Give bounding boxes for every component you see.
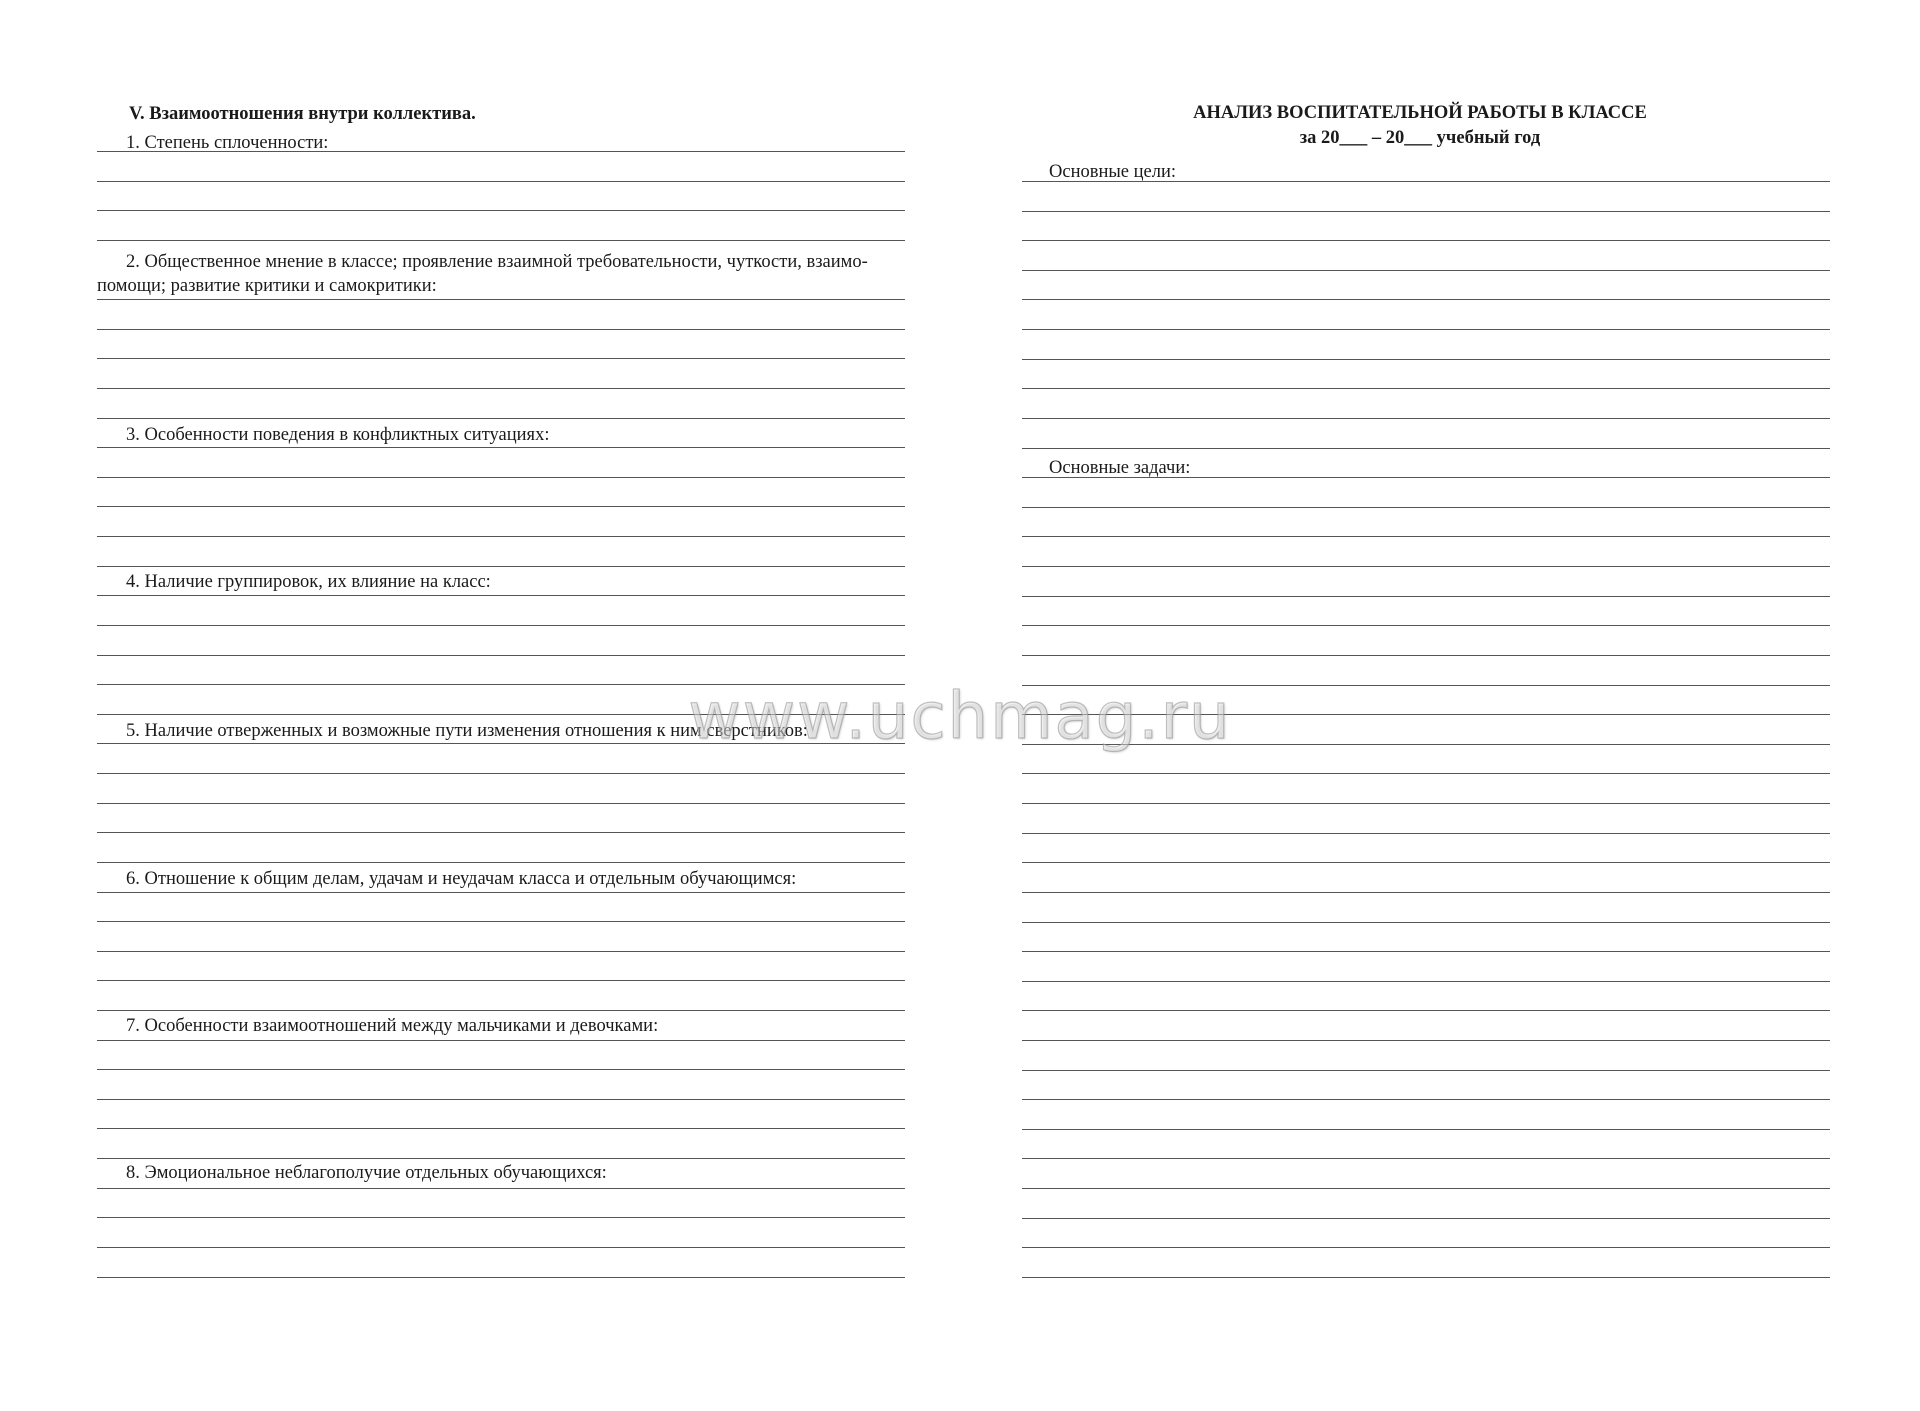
- writing-line[interactable]: [97, 1099, 905, 1100]
- question-3: 3. Особенности поведения в конфликтных ситуациях:: [126, 426, 552, 445]
- writing-line[interactable]: [97, 299, 905, 300]
- writing-line[interactable]: [97, 743, 905, 744]
- writing-line[interactable]: [97, 832, 905, 833]
- writing-line[interactable]: [97, 1217, 905, 1218]
- writing-line[interactable]: [1022, 270, 1830, 271]
- writing-line[interactable]: [97, 595, 905, 596]
- writing-line[interactable]: [1022, 773, 1830, 774]
- writing-line[interactable]: [1022, 1158, 1830, 1159]
- writing-line[interactable]: [1022, 1099, 1830, 1100]
- writing-line[interactable]: [97, 1188, 905, 1189]
- writing-line[interactable]: [97, 655, 905, 656]
- writing-line[interactable]: [97, 210, 905, 211]
- writing-line[interactable]: [97, 1069, 905, 1070]
- writing-line[interactable]: [1022, 1277, 1830, 1278]
- question-4: 4. Наличие группировок, их влияние на класс:: [126, 573, 494, 592]
- writing-line[interactable]: [1022, 833, 1830, 834]
- writing-line[interactable]: [97, 921, 905, 922]
- writing-line[interactable]: [97, 803, 905, 804]
- writing-line[interactable]: [1022, 951, 1830, 952]
- writing-line[interactable]: [97, 151, 905, 152]
- writing-line[interactable]: [97, 980, 905, 981]
- question-1: 1. Степень сплоченности:: [126, 134, 331, 153]
- writing-line[interactable]: [97, 1010, 905, 1011]
- writing-line[interactable]: [97, 1040, 905, 1041]
- writing-line[interactable]: [97, 329, 905, 330]
- page-subtitle: за 20___ – 20___ учебный год: [1299, 128, 1541, 148]
- writing-line[interactable]: [97, 477, 905, 478]
- writing-line[interactable]: [1022, 744, 1830, 745]
- question-7: 7. Особенности взаимоотношений между мальчиками и девочками:: [126, 1017, 661, 1036]
- writing-line[interactable]: [97, 1128, 905, 1129]
- writing-line[interactable]: [97, 773, 905, 774]
- writing-line[interactable]: [1022, 211, 1830, 212]
- writing-line[interactable]: [97, 714, 905, 715]
- writing-line[interactable]: [97, 1277, 905, 1278]
- writing-line[interactable]: [1022, 685, 1830, 686]
- writing-line[interactable]: [1022, 803, 1830, 804]
- page-title: АНАЛИЗ ВОСПИТАТЕЛЬНОЙ РАБОТЫ В КЛАССЕ: [1193, 103, 1647, 123]
- question-5: 5. Наличие отверженных и возможные пути изменения отношения к ним сверстников:: [126, 722, 811, 741]
- writing-line[interactable]: [97, 240, 905, 241]
- writing-line[interactable]: [97, 892, 905, 893]
- tasks-label: Основные задачи:: [1049, 459, 1193, 478]
- question-8: 8. Эмоциональное неблагополучие отдельных обучающихся:: [126, 1164, 610, 1183]
- writing-line[interactable]: [97, 536, 905, 537]
- writing-line[interactable]: [1022, 299, 1830, 300]
- writing-line[interactable]: [1022, 892, 1830, 893]
- writing-line[interactable]: [1022, 625, 1830, 626]
- writing-line[interactable]: [1022, 388, 1830, 389]
- writing-line[interactable]: [1022, 1188, 1830, 1189]
- writing-line[interactable]: [1022, 1218, 1830, 1219]
- writing-line[interactable]: [97, 1158, 905, 1159]
- writing-line[interactable]: [1022, 240, 1830, 241]
- writing-line[interactable]: [1022, 1070, 1830, 1071]
- writing-line[interactable]: [97, 418, 905, 419]
- writing-line[interactable]: [97, 625, 905, 626]
- writing-line[interactable]: [97, 862, 905, 863]
- writing-line[interactable]: [1022, 359, 1830, 360]
- writing-line[interactable]: [1022, 714, 1830, 715]
- writing-line[interactable]: [97, 358, 905, 359]
- writing-line[interactable]: [1022, 418, 1830, 419]
- writing-line[interactable]: [97, 388, 905, 389]
- writing-line[interactable]: [1022, 536, 1830, 537]
- writing-line[interactable]: [1022, 181, 1830, 182]
- writing-line[interactable]: [1022, 922, 1830, 923]
- section-title: V. Взаимоотношения внутри коллектива.: [129, 105, 479, 124]
- writing-line[interactable]: [1022, 477, 1830, 478]
- writing-line[interactable]: [1022, 1040, 1830, 1041]
- writing-line[interactable]: [97, 506, 905, 507]
- writing-line[interactable]: [1022, 1247, 1830, 1248]
- writing-line[interactable]: [97, 951, 905, 952]
- writing-line[interactable]: [1022, 1129, 1830, 1130]
- writing-line[interactable]: [1022, 655, 1830, 656]
- writing-line[interactable]: [1022, 596, 1830, 597]
- writing-line[interactable]: [1022, 981, 1830, 982]
- question-2-line-1: 2. Общественное мнение в классе; проявление взаимной требовательности, чуткости, взаимо-: [126, 253, 871, 272]
- writing-line[interactable]: [97, 1247, 905, 1248]
- writing-line[interactable]: [1022, 1010, 1830, 1011]
- goals-label: Основные цели:: [1049, 163, 1179, 182]
- writing-line[interactable]: [1022, 566, 1830, 567]
- writing-line[interactable]: [97, 447, 905, 448]
- watermark: www.uchmag.ru: [688, 680, 1232, 754]
- writing-line[interactable]: [97, 181, 905, 182]
- writing-line[interactable]: [1022, 329, 1830, 330]
- writing-line[interactable]: [1022, 862, 1830, 863]
- writing-line[interactable]: [1022, 507, 1830, 508]
- writing-line[interactable]: [97, 566, 905, 567]
- writing-line[interactable]: [1022, 448, 1830, 449]
- question-2-line-2: помощи; развитие критики и самокритики:: [97, 277, 440, 296]
- writing-line[interactable]: [97, 684, 905, 685]
- question-6: 6. Отношение к общим делам, удачам и неудачам класса и отдельным обучающимся:: [126, 870, 799, 889]
